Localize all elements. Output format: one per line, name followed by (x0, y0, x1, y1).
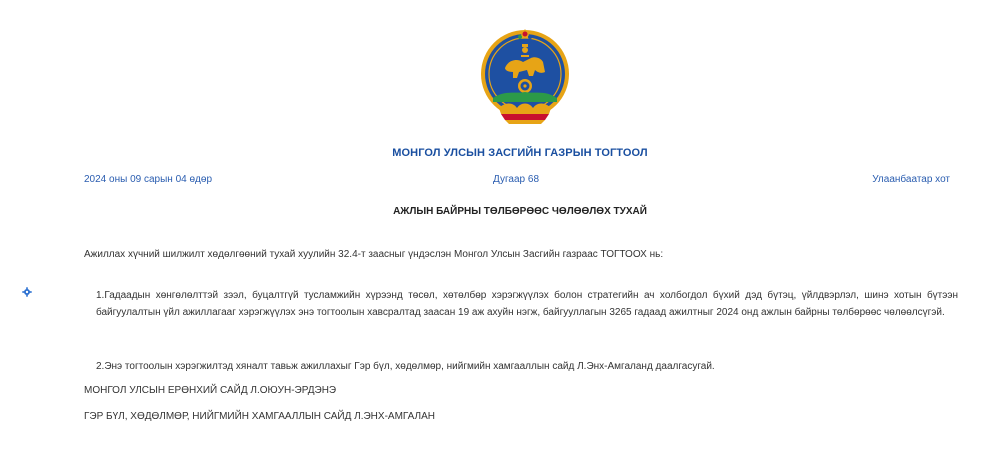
issuer-heading: МОНГОЛ УЛСЫН ЗАСГИЙН ГАЗРЫН ТОГТООЛ (392, 147, 648, 159)
document-number: Дугаар 68 (493, 174, 540, 185)
clause-2: 2.Энэ тогтоолын хэрэгжилтэд хяналт тавьж ажиллахыг Гэр бүл, хөдөлмөр, нийгмийн хамгааллын сайд Л.Энх-Амгаланд даалгасугай. (96, 361, 715, 372)
document-title: АЖЛЫН БАЙРНЫ ТӨЛБӨРӨӨС ЧӨЛӨӨЛӨХ ТУХАЙ (393, 206, 647, 217)
signature-minister: ГЭР БҮЛ, ХӨДӨЛМӨР, НИЙГМИЙН ХАМГААЛЛЫН САЙД Л.ЭНХ-АМГАЛАН (84, 411, 435, 422)
document-date: 2024 оны 09 сарын 04 өдөр (84, 174, 213, 185)
signature-prime-minister: МОНГОЛ УЛСЫН ЕРӨНХИЙ САЙД Л.ОЮУН-ЭРДЭНЭ (84, 385, 337, 396)
clause-1: 1.Гадаадын хөнгөлөлттэй зээл, буцалтгүй тусламжийн хүрээнд төсөл, хөтөлбөр хэрэгжүүлэх болон стратегийн ач холбогдол бүхий дэд бүтэц, үйлдвэрлэл, шинэ хотын бүтээн байгуулалтын үйл ажиллагааг хэрэгжүүлэх энэ тогтоолын хавсралтад заасан 19 аж ахуйн нэгж, байгууллагын 3265 гадаад ажилтныг 2024 онд ажлын байрны төлбөрөөс чөлөөлсүгэй. (96, 290, 958, 318)
gear-icon[interactable] (22, 287, 32, 297)
document-preamble: Ажиллах хүчний шилжилт хөдөлгөөний тухай хуулийн 32.4-т заасныг үндэслэн Монгол Улсын Засгийн газраас ТОГТООХ нь: (84, 249, 664, 260)
document-place: Улаанбаатар хот (872, 174, 950, 185)
state-emblem (475, 28, 575, 128)
